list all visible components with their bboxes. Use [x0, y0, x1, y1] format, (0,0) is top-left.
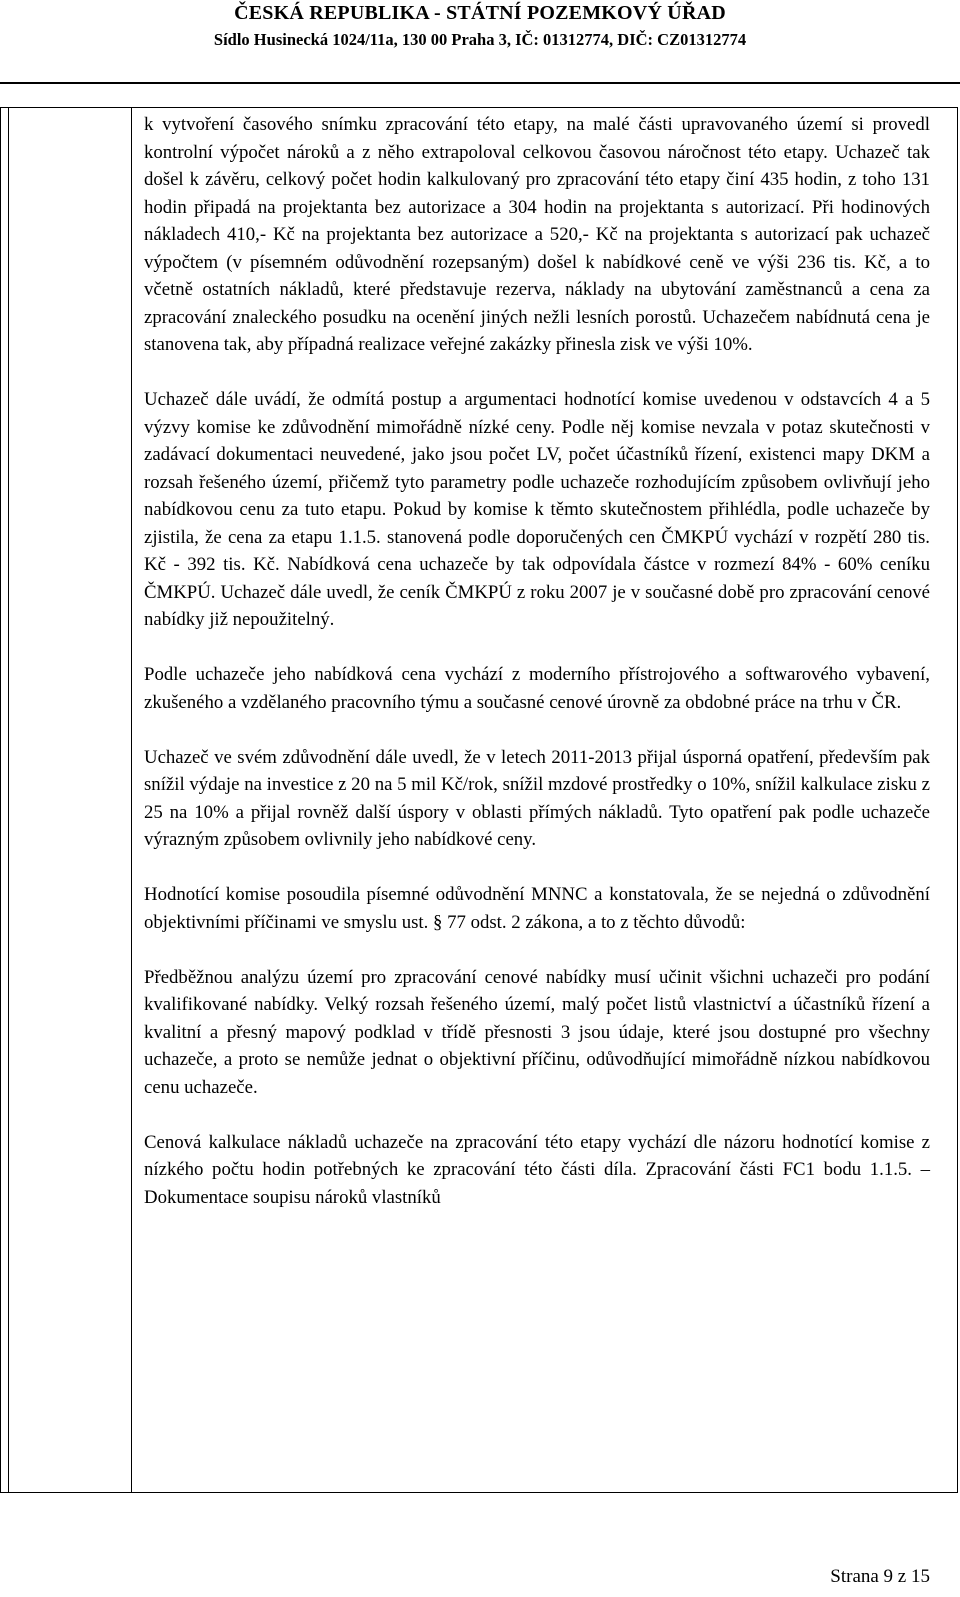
paragraph-7: Cenová kalkulace nákladů uchazeče na zpracování této etapy vychází dle názoru hodnotící komise z nízkého počtu hodin potřebných ke zpracování této části díla. Zpracování části FC1 bodu 1.1.5. – Dokumentace soupisu nároků vlastníků — [144, 1131, 930, 1208]
letterhead — [0, 0, 960, 51]
header-divider — [0, 82, 960, 84]
page-number: Strana 9 z 15 — [830, 1566, 930, 1587]
paragraph-2: Uchazeč dále uvádí, že odmítá postup a argumentaci hodnotící komise uvedenou v odstavcích 4 a 5 výzvy komise ke zdůvodnění mimořádně nízké ceny. Podle něj komise nevzala v potaz skutečnosti v zadávací dokumentaci neuvedené, jako jsou počet LV, počet účastníků řízení, existenci mapy DKM a rozsah řešeného území, přičemž tyto parametry podle uchazeče rozhodujícím způsobem ovlivňují jeho nabídkovou cenu za tuto etapu. Pokud by komise k těmto skutečnostem přihlédla, podle uchazeče by zjistila, že cena za etapu 1.1.5. stanovená podle doporučených cen ČMKPÚ vychází v rozpětí 280 tis. Kč - 392 tis. Kč. Nabídková cena uchazeče by tak odpovídala částce v rozmezí 84% - 60% ceníku ČMKPÚ. Uchazeč dále uvedl, že ceník ČMKPÚ z roku 2007 je v současné době pro zpracování cenové nabídky již nepoužitelný. — [144, 389, 930, 630]
paragraph-3: Podle uchazeče jeho nabídková cena vychází z moderního přístrojového a softwarového vybavení, zkušeného a vzdělaného pracovního týmu a současné cenové úrovně za obdobné práce na trhu v ČR. — [144, 664, 930, 713]
document-body — [144, 111, 930, 1211]
paragraph-1: k vytvoření časového snímku zpracování této etapy, na malé části upravovaného území si provedl kontrolní výpočet nároků a z něho extrapoloval celkovou časovou náročnost této etapy. Uchazeč tak došel k závěru, celkový počet hodin kalkulovaný pro zpracování této etapy činí 435 hodin, z toho 131 hodin připadá na projektanta bez autorizace a 304 hodin na projektanta s autorizací. Při hodinových nákladech 410,- Kč na projektanta bez autorizace a 520,- Kč na projektanta s autorizací pak uchazeč výpočtem (v písemném odůvodnění rozepsaným) došel k nabídkové ceně ve výši 236 tis. Kč, a to včetně ostatních nákladů, které představuje rezerva, náklady na ubytování zaměstnanců a cena za zpracování znaleckého posudku na ocenění jiných nežli lesních porostů. Uchazečem nabídnutá cena je stanovena tak, aby případná realizace veřejné zakázky přinesla zisk ve výši 10%. — [144, 114, 930, 355]
paragraph-4: Uchazeč ve svém zdůvodnění dále uvedl, že v letech 2011-2013 přijal úsporná opatření, především pak snížil výdaje na investice z 20 na 5 mil Kč/rok, snížil mzdové prostředky o 10%, snížil kalkulace zisku z 25 na 10% a přijal rovněž další úspory v oblasti přímých nákladů. Tyto opatření pak podle uchazeče výrazným způsobem ovlivnily jeho nabídkové ceny. — [144, 746, 930, 850]
letterhead-address: Sídlo Husinecká 1024/11a, 130 00 Praha 3, IČ: 01312774, DIČ: CZ01312774 — [213, 30, 747, 49]
table-left-column — [8, 108, 132, 1492]
paragraph-5: Hodnotící komise posoudila písemné odůvodnění MNNC a konstatovala, že se nejedná o zdůvodnění objektivními příčinami ve smyslu ust. § 77 odst. 2 zákona, a to z těchto důvodů: — [144, 884, 930, 933]
letterhead-title: ČESKÁ REPUBLIKA - STÁTNÍ POZEMKOVÝ ÚŘAD — [234, 2, 726, 24]
paragraph-6: Předběžnou analýzu území pro zpracování cenové nabídky musí učinit všichni uchazeči pro podání kvalifikované nabídky. Velký rozsah řešeného území, malý počet listů vlastnictví a účastníků řízení a kvalitní a přesný mapový podklad v třídě přesnosti 3 jsou údaje, které jsou dostupné pro všechny uchazeče, a proto se nemůže jednat o objektivní příčinu, odůvodňující mimořádně nízkou nabídkovou cenu uchazeče. — [144, 966, 930, 1098]
